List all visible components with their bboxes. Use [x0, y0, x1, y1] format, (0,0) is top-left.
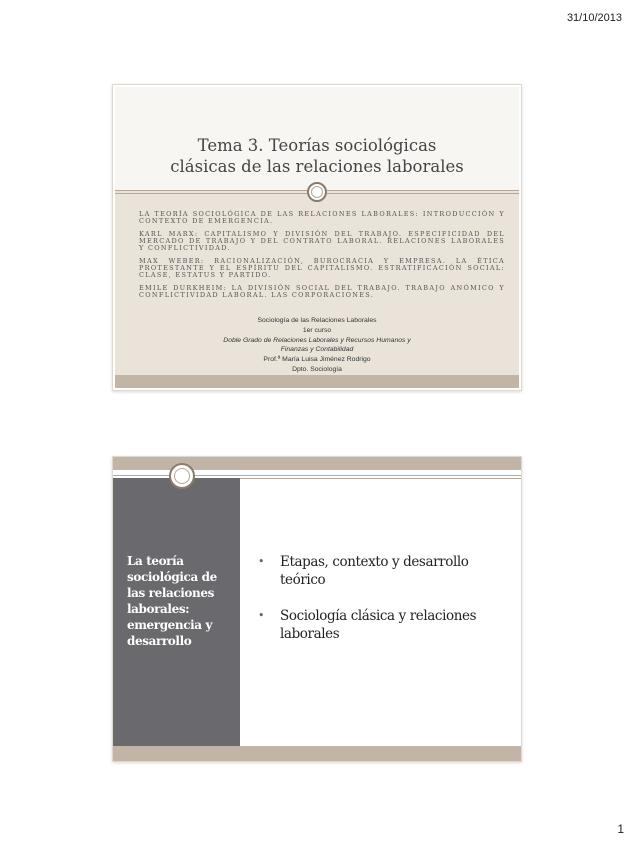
slide-1	[112, 84, 522, 391]
bottom-band	[115, 375, 519, 388]
topic-item: MAX WEBER: RACIONALIZACIÓN, BUROCRACIA Y EMPRESA. LA ÉTICA PROTESTANTE Y EL ESPÍRITU DEL CAPITALISMO. ESTRATIFICACIÓN SOCIAL: CLASE, ESTATUS Y PARTIDO.	[139, 257, 505, 279]
list-item: • Sociología clásica y relaciones laborales	[258, 608, 477, 642]
slide-1-background	[115, 87, 519, 388]
page-number: 1	[617, 822, 624, 836]
professor-name: Prof.ª María Luisa Jiménez Rodrigo	[263, 356, 371, 364]
circle-ornament-icon	[307, 182, 327, 202]
department-name: Dpto. Sociología	[292, 365, 342, 373]
degree-line-1: Doble Grado de Relaciones Laborales y Recursos Humanos y	[223, 336, 411, 344]
bullet-icon: •	[258, 555, 265, 568]
course-year: 1er curso	[302, 326, 332, 334]
slide-title: Tema 3. Teorías sociológicas clásicas de las relaciones laborales	[170, 136, 464, 176]
bullet-icon: •	[258, 609, 265, 622]
content-list	[258, 553, 511, 661]
degree-line-2: Finanzas y Contabilidad	[280, 346, 354, 354]
bottom-band	[113, 746, 521, 761]
print-date: 31/10/2013	[566, 12, 622, 24]
sidebar-panel	[113, 478, 240, 746]
course-info	[125, 316, 509, 375]
topic-item: EMILE DURKHEIM: LA DIVISIÓN SOCIAL DEL TRABAJO. TRABAJO ANÓMICO Y CONFLICTIVIDAD LABORAL. LAS CORPORACIONES.	[139, 284, 505, 299]
slide-2	[112, 456, 522, 762]
topic-item: LA TEORÍA SOCIOLÓGICA DE LAS RELACIONES LABORALES: INTRODUCCIÓN Y CONTEXTO DE EMERGENCIA.	[139, 210, 505, 225]
topic-list	[139, 211, 505, 305]
title-area	[115, 87, 519, 191]
circle-ornament-icon	[169, 463, 195, 489]
course-name: Sociología de las Relaciones Laborales	[257, 317, 377, 324]
list-item: • Etapas, contexto y desarrollo teórico	[258, 554, 469, 588]
section-title: La teoría sociológica de las relaciones laborales: emergencia y desarrollo	[127, 554, 217, 648]
topic-item: KARL MARX: CAPITALISMO Y DIVISIÓN DEL TRABAJO. ESPECIFICIDAD DEL MERCADO DE TRABAJO Y DEL CONTRATO LABORAL. RELACIONES LABORALES Y CONFLICTIVIDAD.	[139, 230, 505, 252]
